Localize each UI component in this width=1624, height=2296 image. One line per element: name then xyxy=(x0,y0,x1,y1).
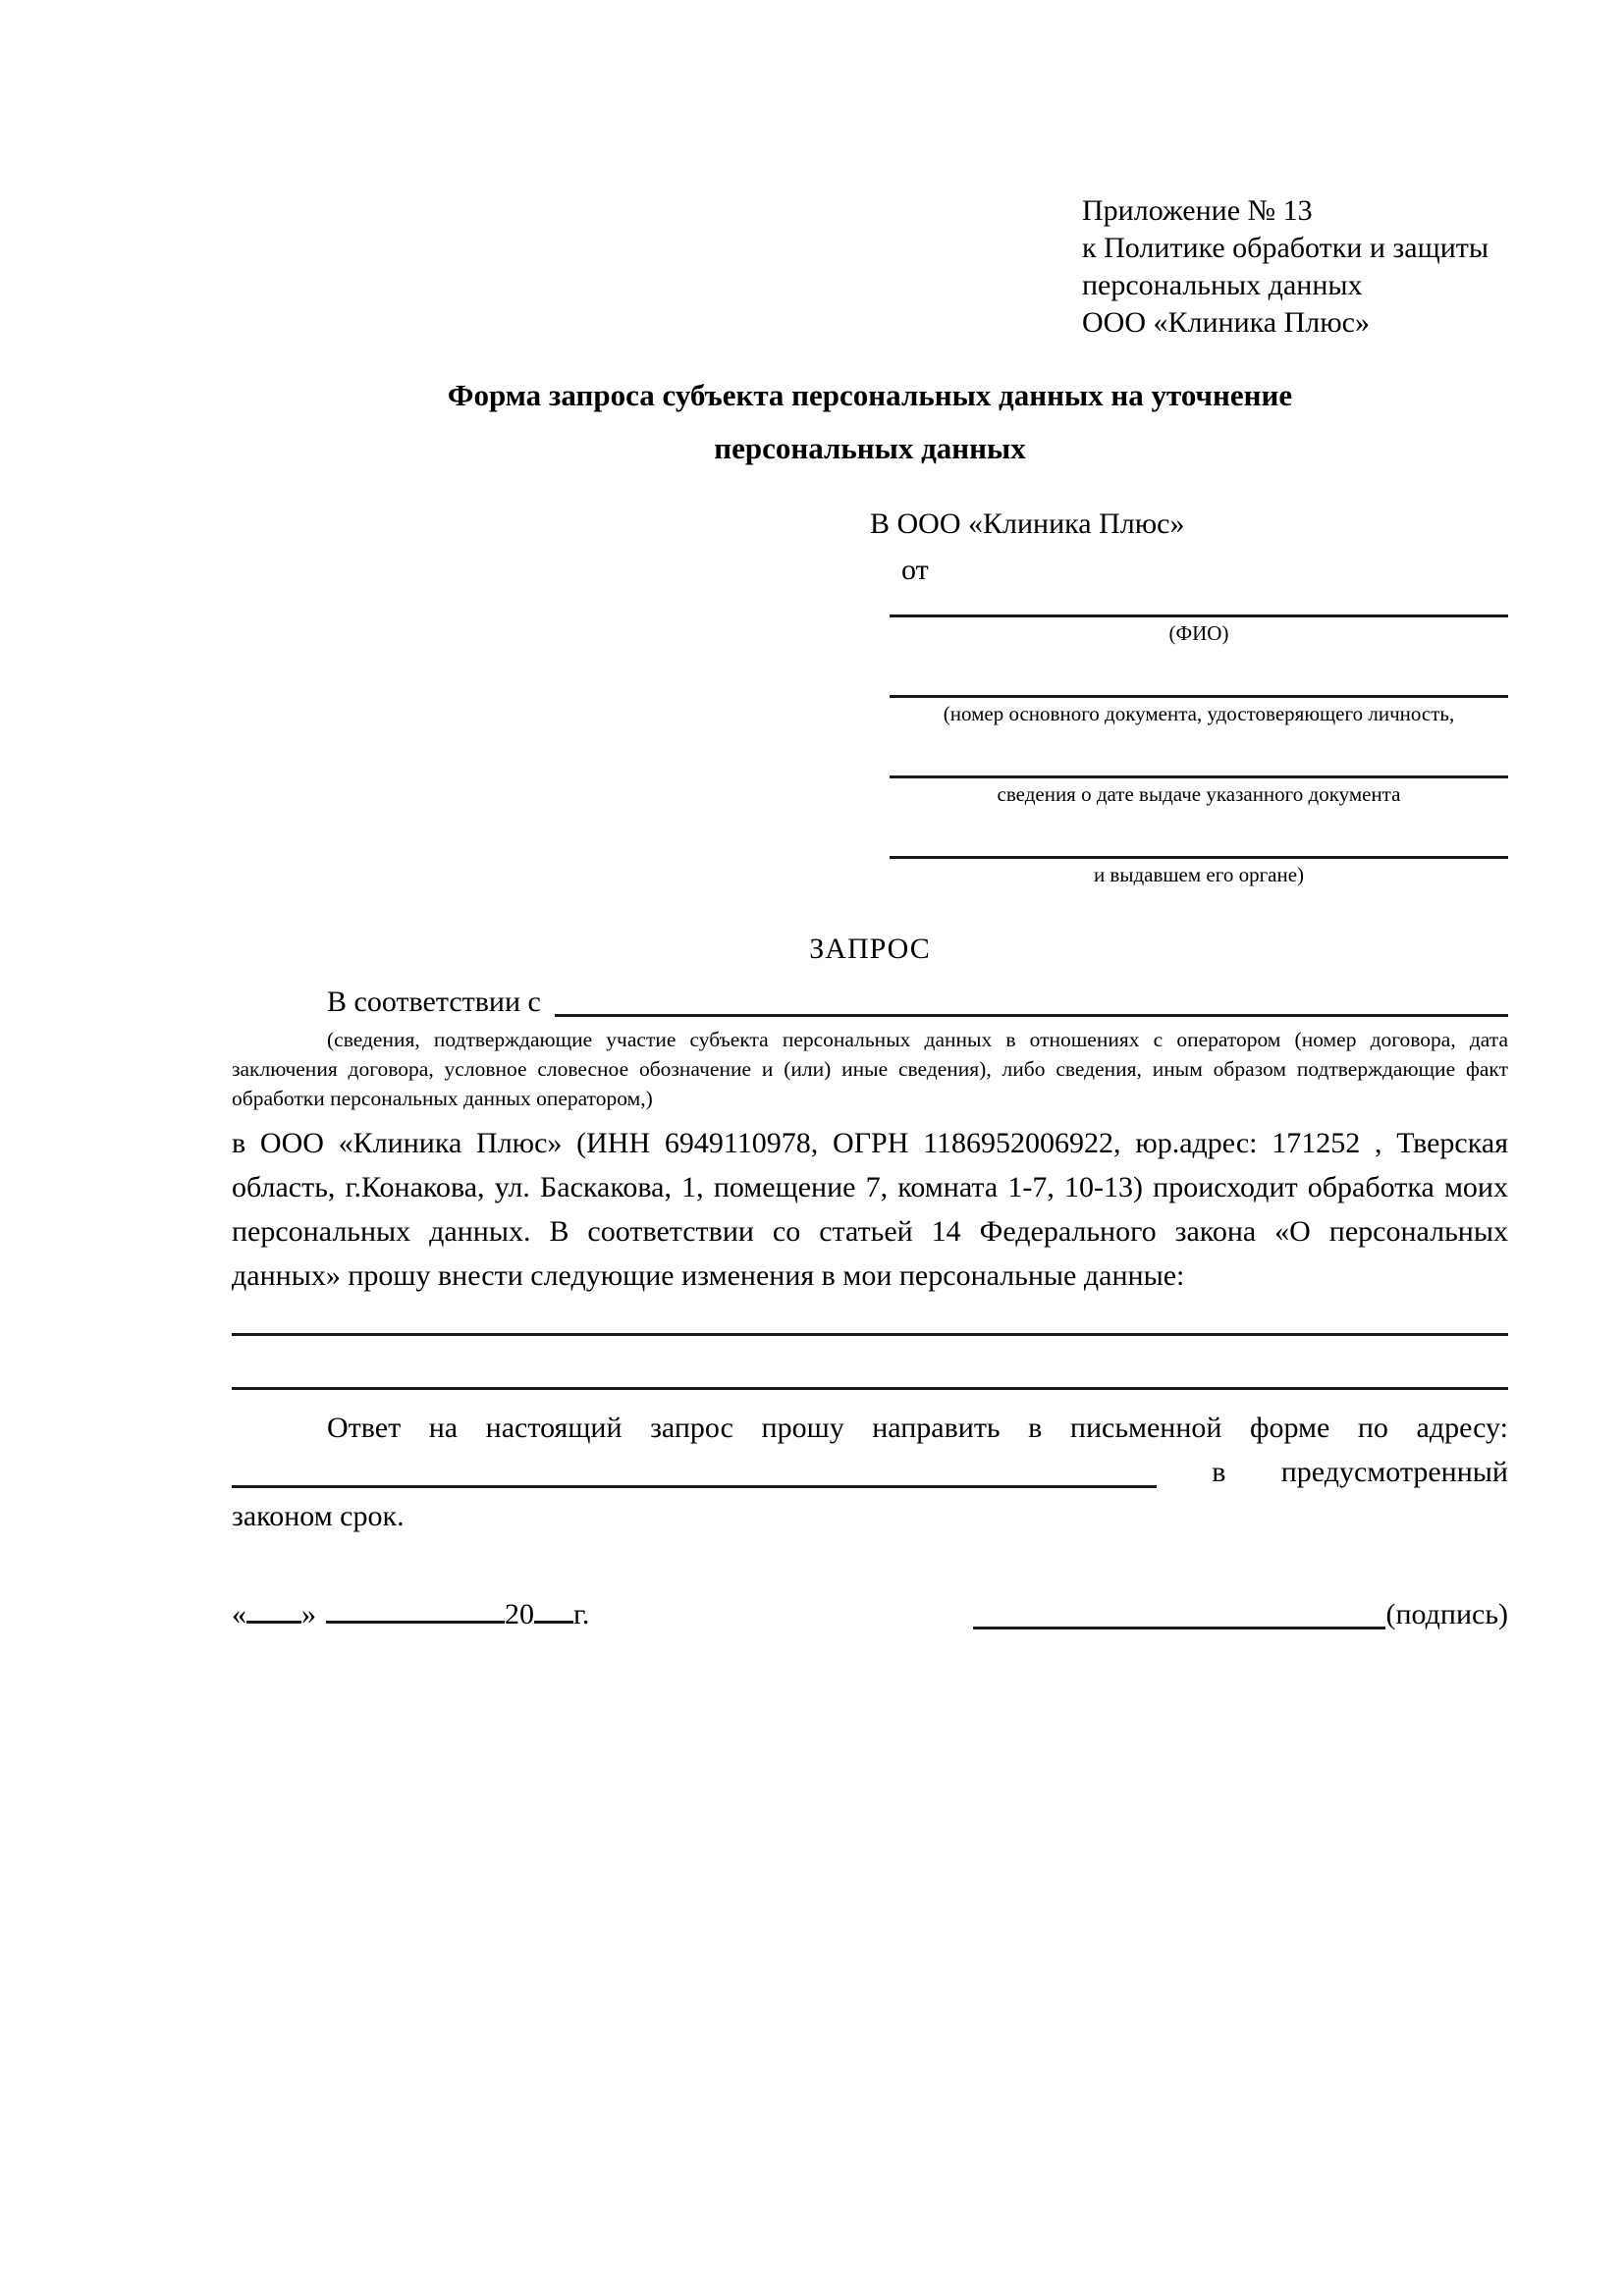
signature-caption: (подпись) xyxy=(1385,1598,1508,1630)
issue-authority-field xyxy=(890,807,1508,887)
addressee-to: В ООО «Клиника Плюс» xyxy=(870,507,1185,540)
date-quote-close: » xyxy=(301,1598,316,1630)
reply-line-3: законом срок. xyxy=(232,1500,405,1532)
issue-date-field-caption: сведения о дате выдаче указанного документа xyxy=(997,782,1401,806)
fine-print: (сведения, подтверждающие участие субъекта персональных данных в отношениях с оператором (номер договора, дата заключения договора, условное словесное обозначение и (или) иные сведения), либо сведения, иным образом подтверждающие факт обработки персональных данных оператором,) xyxy=(232,1028,1508,1110)
fio-field xyxy=(890,589,1508,646)
form-title xyxy=(232,369,1508,475)
reply-word-prescribed: предусмотренный xyxy=(1280,1456,1508,1488)
header-note-line: к Политике обработки и защиты xyxy=(1082,232,1489,264)
header-note-line: Приложение № 13 xyxy=(1082,194,1313,227)
header-note-line: персональных данных xyxy=(1082,269,1363,301)
doc-number-field-caption: (номер основного документа, удостоверяющего личность, xyxy=(943,702,1455,725)
fio-field-line xyxy=(890,589,1508,617)
request-heading: ЗАПРОС xyxy=(809,933,931,965)
fio-field-caption: (ФИО) xyxy=(1168,621,1229,645)
reply-line-1: Ответ на настоящий запрос прошу направить в письменной форме по адресу: xyxy=(327,1412,1508,1444)
issue-authority-field-caption: и выдавшем его органе) xyxy=(1093,863,1305,886)
header-note xyxy=(1082,192,1508,342)
request-body: в ООО «Клиника Плюс» (ИНН 6949110978, ОГРН 1186952006922, юр.адрес: 171252 , Тверская область, г.Конакова, ул. Баскакова, 1, помещение 7, комната 1-7, 10-13) происходит обработка моих персональных данных. В соответствии со статьей 14 Федерального закона «О персональных данных» прошу внести следующие изменения в мои персональные данные: xyxy=(232,1127,1508,1292)
date-year-suffix: г. xyxy=(573,1598,590,1630)
issue-date-field xyxy=(890,726,1508,807)
signature-line xyxy=(973,1597,1385,1629)
intro-row xyxy=(232,982,1508,1023)
issue-date-field-line xyxy=(890,726,1508,778)
date-year-prefix: 20 xyxy=(505,1598,534,1630)
signature-group xyxy=(973,1594,1508,1635)
date-year-blank xyxy=(534,1591,573,1624)
doc-number-field xyxy=(890,646,1508,726)
date-month-blank xyxy=(326,1591,505,1624)
addressee-block xyxy=(870,505,1508,887)
writing-line-2 xyxy=(232,1336,1508,1390)
addressee-fields xyxy=(890,589,1508,887)
issue-authority-field-line xyxy=(890,807,1508,859)
reply-line-2 xyxy=(232,1450,1508,1494)
date-group xyxy=(232,1591,589,1635)
addressee-from-label: от xyxy=(901,554,929,586)
intro-fill-line xyxy=(555,982,1508,1017)
date-quote-open: « xyxy=(232,1598,246,1630)
reply-word-in: в xyxy=(1212,1456,1226,1488)
form-title-line: Форма запроса субъекта персональных данных на уточнение xyxy=(447,378,1293,412)
footer-row xyxy=(232,1591,1508,1635)
header-note-line: ООО «Клиника Плюс» xyxy=(1082,306,1370,339)
reply-fill-line xyxy=(232,1485,1157,1488)
doc-number-field-line xyxy=(890,646,1508,698)
intro-prefix: В соответствии с xyxy=(327,986,541,1018)
date-day-blank xyxy=(246,1591,301,1624)
form-title-line: персональных данных xyxy=(714,431,1026,465)
writing-line-1 xyxy=(232,1298,1508,1336)
